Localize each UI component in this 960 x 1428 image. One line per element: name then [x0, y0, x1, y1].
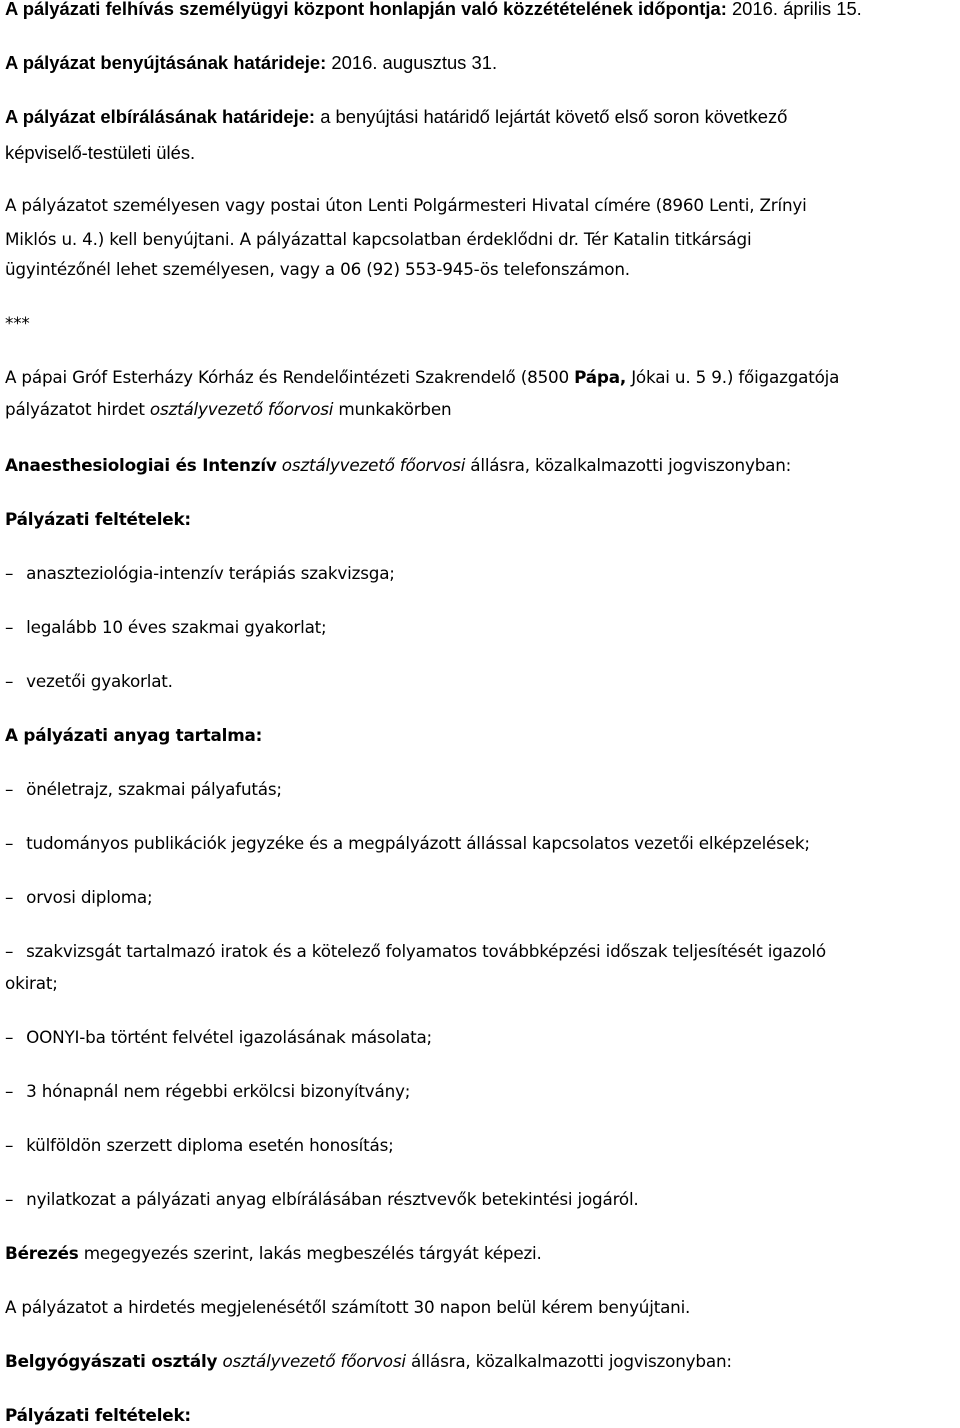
salary-line: [5, 1240, 542, 1266]
material-text: nyilatkozat a pályázati anyag elbírálásában résztvevők betekintési jogáról.: [26, 1189, 639, 1209]
material-text: külföldön szerzett diploma esetén honosítás;: [26, 1135, 394, 1155]
dash: –: [5, 563, 14, 583]
submit-paragraph-line-2: [5, 226, 751, 252]
next-position-line: [5, 1348, 732, 1374]
deadline-line: [5, 50, 497, 76]
next-position-name: Belgyógyászati osztály: [5, 1351, 218, 1371]
material-text: önéletrajz, szakmai pályafutás;: [26, 779, 282, 799]
material-text: 3 hónapnál nem régebbi erkölcsi bizonyítvány;: [26, 1081, 411, 1101]
material-text: tudományos publikációk jegyzéke és a megpályázott állással kapcsolatos vezetői elképzelések;: [26, 833, 810, 853]
next-position-type: osztályvezető főorvosi: [222, 1351, 406, 1371]
condition-item: [5, 560, 395, 586]
condition-text: anaszteziológia-intenzív terápiás szakvizsga;: [26, 563, 395, 583]
material-text: orvosi diploma;: [26, 887, 153, 907]
material-text: szakvizsgát tartalmazó iratok és a kötelező folyamatos továbbképzési időszak teljesítését igazoló: [26, 941, 826, 961]
position-post: állásra, közalkalmazotti jogviszonyban:: [470, 455, 792, 475]
judgement-label: A pályázat elbírálásának határideje:: [5, 106, 316, 127]
salary-text: megegyezés szerint, lakás megbeszélés tárgyát képezi.: [83, 1243, 542, 1263]
deadline-label: A pályázat benyújtásának határideje:: [5, 52, 327, 73]
material-item: [5, 1078, 410, 1104]
material-item: [5, 1132, 394, 1158]
material-item: [5, 1186, 639, 1212]
judgement-line-2: [5, 140, 195, 166]
dash: –: [5, 833, 14, 853]
publication-date-label: A pályázati felhívás személyügyi központ honlapján való közzétételének időpontja:: [5, 0, 727, 19]
position-name: Anaesthesiologiai és Intenzív: [5, 455, 277, 475]
conditions-heading: Pályázati feltételek:: [5, 509, 191, 529]
dash: –: [5, 617, 14, 637]
condition-text: vezetői gyakorlat.: [26, 671, 173, 691]
dash: –: [5, 1135, 14, 1155]
intro-text: A pápai Gróf Esterházy Kórház és Rendelőintézeti Szakrendelő (8500: [5, 367, 570, 387]
material-text: OONYI-ba történt felvétel igazolásának másolata;: [26, 1027, 433, 1047]
material-item: [5, 1024, 432, 1050]
next-position-post: állásra, közalkalmazotti jogviszonyban:: [410, 1351, 732, 1371]
submit-text-3: ügyintézőnél lehet személyesen, vagy a 06 (92) 553-945-ös telefonszámon.: [5, 259, 630, 279]
submit-text-1: A pályázatot személyesen vagy postai úton Lenti Polgármesteri Hivatal címére (8960 Lenti, Zrínyi: [5, 195, 807, 215]
judgement-line-1: [5, 104, 787, 130]
submit-paragraph-line-3: [5, 256, 630, 282]
dash: –: [5, 941, 14, 961]
intro-city: Pápa,: [574, 367, 627, 387]
dash: –: [5, 1027, 14, 1047]
judgement-value-cont: képviselő-testületi ülés.: [5, 142, 196, 163]
material-item: [5, 884, 152, 910]
intro-address-post: Jókai u. 5 9.) főigazgatója: [631, 367, 840, 387]
intro-line-1: [5, 364, 839, 390]
publication-date-line: [5, 0, 862, 22]
intro2-italic: osztályvezető főorvosi: [149, 399, 334, 419]
dash: –: [5, 779, 14, 799]
submit-text-2: Miklós u. 4.) kell benyújtani. A pályázattal kapcsolatban érdeklődni dr. Tér Katalin titkársági: [5, 229, 752, 249]
intro-line-2: [5, 396, 451, 422]
condition-text: legalább 10 éves szakmai gyakorlat;: [26, 617, 327, 637]
material-item-wrap: okirat;: [5, 973, 58, 993]
position-type: osztályvezető főorvosi: [281, 455, 466, 475]
materials-heading: A pályázati anyag tartalma:: [5, 725, 263, 745]
submit-paragraph-line-1: [5, 192, 807, 218]
judgement-value: a benyújtási határidő lejártát követő első soron következő: [320, 106, 788, 127]
separator: ***: [5, 313, 30, 333]
deadline-value: 2016. augusztus 31.: [331, 52, 498, 73]
material-item: [5, 830, 810, 856]
dash: –: [5, 1189, 14, 1209]
salary-label: Bérezés: [5, 1243, 79, 1263]
dash: –: [5, 1081, 14, 1101]
position-line: [5, 452, 791, 478]
dash: –: [5, 887, 14, 907]
intro2-pre: pályázatot hirdet: [5, 399, 145, 419]
material-item: [5, 776, 282, 802]
next-conditions-heading: Pályázati feltételek:: [5, 1405, 191, 1425]
condition-item: [5, 614, 327, 640]
dash: –: [5, 671, 14, 691]
material-item: [5, 938, 826, 964]
condition-item: [5, 668, 173, 694]
intro2-post: munkakörben: [338, 399, 452, 419]
submission-line: A pályázatot a hirdetés megjelenésétől számított 30 napon belül kérem benyújtani.: [5, 1297, 691, 1317]
publication-date-value: 2016. április 15.: [731, 0, 862, 19]
